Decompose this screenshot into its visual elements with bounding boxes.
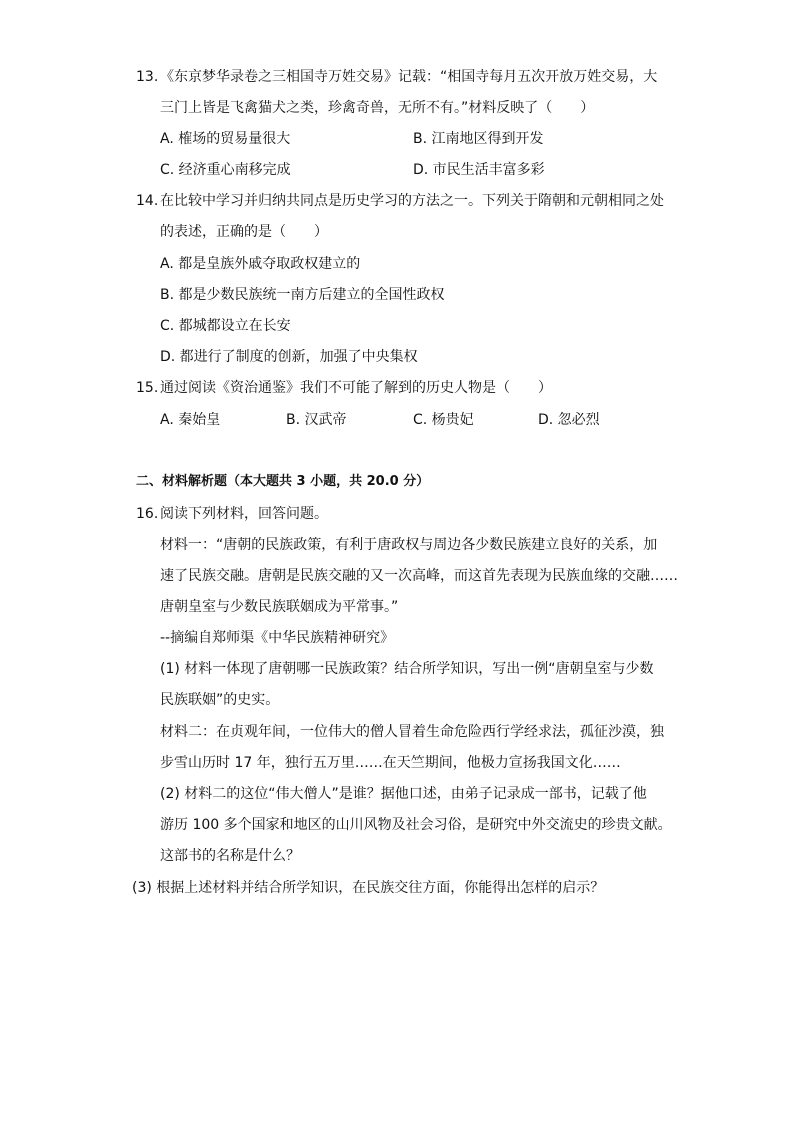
q16-material1-line3: 唐朝皇室与少数民族联姻成为平常事。” <box>160 599 399 615</box>
q15-option-b: B. 汉武帝 <box>286 412 347 428</box>
q14-option-b: B. 都是少数民族统一南方后建立的全国性政权 <box>160 287 445 303</box>
q15-option-d: D. 忽必烈 <box>538 412 600 428</box>
q13-option-d: D. 市民生活丰富多彩 <box>413 162 545 178</box>
q14-stem-line2: 的表述，正确的是（ ） <box>160 224 328 240</box>
q14-option-d: D. 都进行了制度的创新，加强了中央集权 <box>160 349 418 365</box>
q16-sub1-line1: (1) 材料一体现了唐朝哪一民族政策？结合所学知识，写出一例“唐朝皇室与少数 <box>160 661 654 677</box>
section-heading: 二、材料解析题（本大题共 3 小题，共 20.0 分） <box>136 474 430 489</box>
q16-sub3-line1: (3) 根据上述材料并结合所学知识，在民族交往方面，你能得出怎样的启示？ <box>132 880 605 896</box>
q13-number: 13. <box>136 69 159 85</box>
q16-sub1-line2: 民族联姻”的史实。 <box>160 692 280 708</box>
q16-material1-source: --摘编自郑师渠《中华民族精神研究》 <box>160 630 395 646</box>
q16-material2-line1: 材料二：在贞观年间，一位伟大的僧人冒着生命危险西行学经求法，孤征沙漠，独 <box>160 724 664 740</box>
q16-sub2-line1: (2) 材料二的这位“伟大僧人”是谁？据他口述，由弟子记录成一部书，记载了他 <box>160 786 647 802</box>
q14-stem-line1: 在比较中学习并归纳共同点是历史学习的方法之一。下列关于隋朝和元朝相同之处 <box>160 193 664 209</box>
q14-number: 14. <box>136 193 159 209</box>
q14-option-c: C. 都城都设立在长安 <box>160 318 291 334</box>
q16-material1-line2: 速了民族交融。唐朝是民族交融的又一次高峰，而这首先表现为民族血缘的交融…… <box>160 568 678 584</box>
q16-material2-line2: 步雪山历时 17 年，独行五万里……在天竺期间，他极力宣扬我国文化…… <box>160 755 621 771</box>
q14-option-a: A. 都是皇族外戚夺取政权建立的 <box>160 256 361 272</box>
q13-stem-line2: 三门上皆是飞禽猫犬之类，珍禽奇兽，无所不有。”材料反映了（ ） <box>160 100 595 116</box>
q16-number: 16. <box>136 506 159 522</box>
q13-option-b: B. 江南地区得到开发 <box>413 131 544 147</box>
q15-option-c: C. 杨贵妃 <box>413 412 474 428</box>
q16-sub2-line2: 游历 100 多个国家和地区的山川风物及社会习俗，是研究中外交流史的珍贵文献。 <box>160 817 672 833</box>
q13-option-a: A. 榷场的贸易量很大 <box>160 131 291 147</box>
q15-number: 15. <box>136 380 159 396</box>
q15-stem-line1: 通过阅读《资治通鉴》我们不可能了解到的历史人物是（ ） <box>160 380 552 396</box>
q16-material1-line1: 材料一：“唐朝的民族政策，有利于唐政权与周边各少数民族建立良好的关系，加 <box>160 537 658 553</box>
q16-intro: 阅读下列材料，回答问题。 <box>160 506 328 522</box>
q13-option-c: C. 经济重心南移完成 <box>160 162 291 178</box>
q13-stem-line1: 《东京梦华录卷之三相国寺万姓交易》记载：“相国寺每月五次开放万姓交易，大 <box>160 69 658 85</box>
q15-option-a: A. 秦始皇 <box>160 412 221 428</box>
q16-sub2-line3: 这部书的名称是什么？ <box>160 848 300 864</box>
